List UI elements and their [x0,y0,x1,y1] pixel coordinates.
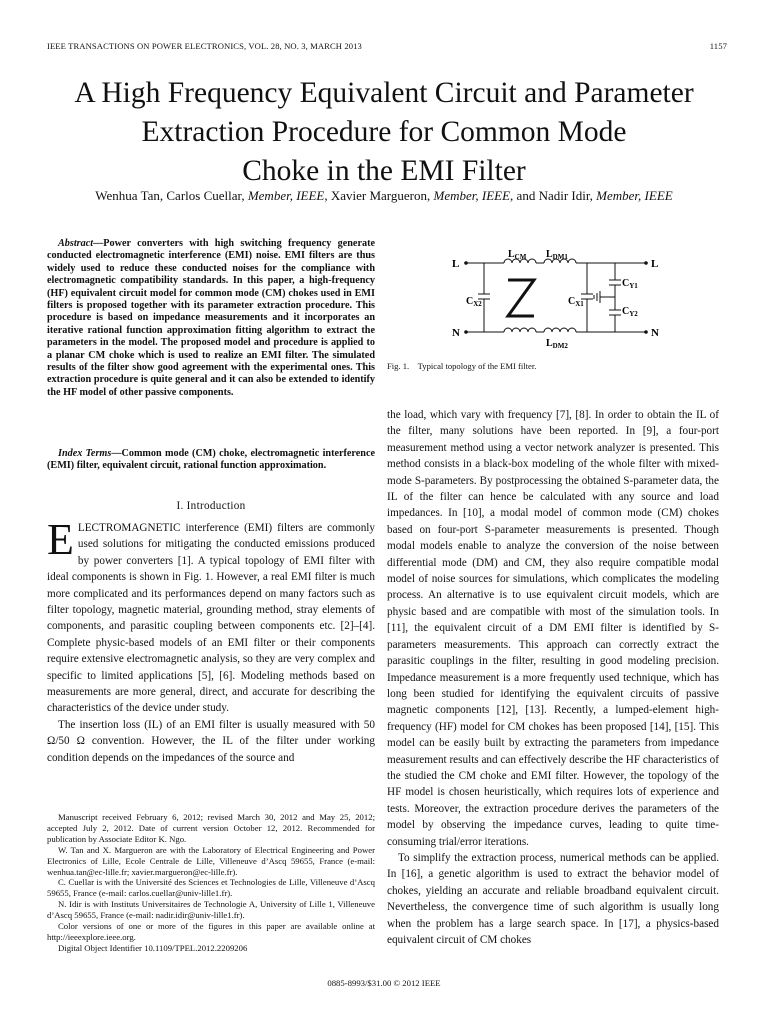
svg-text:CX2 [466,296,482,308]
svg-text:CY2 [622,306,638,318]
abstract [47,238,375,399]
component-subscript: Y1 [629,282,638,290]
svg-text:LDM2 [546,338,568,350]
svg-text:CY1 [622,278,638,290]
component-label: C [568,296,576,307]
dropcap-letter: E [47,515,74,564]
title-line: Choke in the EMI Filter [242,155,526,187]
footnote-affiliation: C. Cuellar is with the Université des Sciences et Technologies de Lille, Villeneuve d’Ascq 59655, France (e-mail: carlos.cuellar@univ-lille1.fr). [47,877,375,899]
coupled-core-mark [508,280,534,316]
right-column-body [387,407,719,948]
copyright-line: 0885-8993/$31.00 © 2012 IEEE [327,978,441,988]
component-subscript: X2 [473,300,482,308]
component-subscript: Y2 [629,310,638,318]
component-subscript: DM1 [552,253,568,261]
component-subscript: DM2 [552,342,568,350]
index-terms [47,448,375,473]
component-label: C [466,296,474,307]
paragraph: the load, which vary with frequency [7], [8]. In order to obtain the IL of the filter, many solutions have been reported. In [9], a four-port measurement method using a vector network analyzer is presented. This method consists in a black-box modeling of the whole filter with mixed-mode S-parameters. By postprocessing the obtained S-parameter data, the IL of the filter can hence be calculated with any source and load impedances. In [10], a modal model of common mode (CM) chokes based on four-port S-parameter measurements is presented. Though modal models enable to analyze the conversion of the noise between differential mode (DM) and CM, they also require compatible modal model of noise sources for simulations, which complicates the modeling process. An alternative is to use equivalent circuit models, which are physic based and are compatible with most of the simulation tools. In [11], the equivalent circuit of a DM EMI filter is identified by S-parameters measurements. This approach can correctly extract the parasitic couplings in the filter, resulting in good modeling precision. Impedance measurement is a more frequently used technique, which has long been studied for identifying the equivalent circuits of passive magnetic components [12], [13]. Recently, a lumped-element high-frequency (HF) model for CM chokes has been proposed [14], [15]. This model can be easily built by extracting the parameters from impedance measurement results and can effectively describe the HF characteristics of the studied the CM choke and EMI filter. However, the topology of the HF model is chosen heuristically, which requires lots of experience and tests. Moreover, the extraction procedure derives the parameters of the model by observing the impedance curves, leading to quite time-consuming trial/error iterations. [387,409,719,848]
figure-caption: Fig. 1. Typical topology of the EMI filter. [387,361,537,371]
lcm-bottom-winding [504,328,536,332]
paragraph: To simplify the extraction process, numerical methods can be applied. In [16], a genetic algorithm is used to extract the behavior model of chokes, yielding an accurate and reliable broadband equivalent circuit. Nevertheless, the convergence time of such algorithm is usually long when the problem has a large search space. In [17], a physics-based equivalent circuit of CM chokes [387,851,719,946]
emi-filter-schematic [452,246,662,350]
circuit-diagram [452,246,662,350]
introduction-body [47,515,375,766]
svg-text:LCM [508,249,527,261]
author-names: Wenhua Tan, Carlos Cuellar, [95,188,248,203]
terminal-label: N [651,327,659,339]
terminal-label: N [452,327,460,339]
paragraph: LECTROMAGNETIC interference (EMI) filters are commonly used solutions for mitigating the conducted emissions produced by power converters [1]. A typical topology of EMI filter with ideal components is shown in Fig. 1. However, a real EMI filter is much more complicated and its performances depend on many factors such as filter topology, magnetic material, grounding method, stray elements of components, and parasitic coupling between components etc. [2]–[4]. Complete physic-based models of an EMI filter or their components require extensive electromagnetic analysis, so they are very complex and specific to limited applications [5], [6]. Modeling methods based on measurements are more general, direct, and accurate for describing the characteristics of the device under study. [47,522,375,715]
title-line: A High Frequency Equivalent Circuit and Parameter [74,77,694,109]
author-membership: Member, IEEE [596,188,673,203]
title-line: Extraction Procedure for Common Mode [141,116,627,148]
ldm2-winding [544,328,576,332]
footnote-manuscript: Manuscript received February 6, 2012; revised March 30, 2012 and May 25, 2012; accepted July 2, 2012. Date of current version October 12, 2012. Recommended for publication by Associate Editor K. Ngo. [47,812,375,844]
component-label: C [622,306,630,317]
author-membership: Member, IEEE [433,188,511,203]
section-heading: I. Introduction [176,500,246,512]
footnote-affiliation: N. Idir is with Instituts Universitaires de Technologie A, University of Lille 1, Villeneuve d’Ascq 59655, France (e-mail: nadir.idir@univ-lille1.fr). [47,899,375,921]
author-membership: Member, IEEE [247,188,325,203]
abstract-text: —Power converters with high switching frequency generate conducted electromagnetic interference (EMI) noise. EMI filters are thus widely used to reduce these conducted noises for the compliance with electromagnetic compatibility standards. In this paper, a high-frequency (HF) equivalent circuit model for common mode (CM) chokes used in EMI filters is proposed together with its parameter extraction procedure. This procedure is based on impedance measurements and it incorporates an iterative rational function approximation fitting algorithm to extract the parameters in the model. The proposed model and procedure is applied to a planar CM choke which is used to realize an EMI filter. The simulated results of the filter show good agreement with the experimental ones. This extraction procedure is quite general and it can also be extended to identify the HF model of other passive components. [47,238,375,398]
index-terms-text: —Common mode (CM) choke, electromagnetic interference (EMI) filter, equivalent circuit, rational function approximation. [47,448,375,472]
index-terms-label: Index Terms [58,448,112,459]
author-names: , and Nadir Idir, [510,188,597,203]
component-label: L [546,338,553,349]
author-names: , Xavier Margueron, [324,188,434,203]
page-number: 1157 [709,41,727,51]
component-subscript: X1 [575,300,584,308]
footnotes [47,812,375,954]
component-subscript: CM [514,253,527,261]
paper-title [20,74,748,191]
svg-text:CX1 [568,296,584,308]
running-header-journal: IEEE TRANSACTIONS ON POWER ELECTRONICS, VOL. 28, NO. 3, MARCH 2013 [47,41,362,51]
footnote-doi: Digital Object Identifier 10.1109/TPEL.2012.2209206 [58,942,248,953]
author-list [20,188,748,204]
component-label: L [546,249,553,260]
paragraph: The insertion loss (IL) of an EMI filter is usually measured with 50 Ω/50 Ω convention. However, the IL of the filter under working condition depends on the impedances of the source and [47,718,375,764]
abstract-label: Abstract [58,238,94,249]
svg-text:LDM1 [546,249,568,261]
component-label: L [508,249,515,260]
terminal-label: L [651,258,659,270]
terminal-label: L [452,258,460,270]
footnote-color-note: Color versions of one or more of the figures in this paper are available online at http://ieeexplore.ieee.org. [47,921,375,942]
footnote-affiliation: W. Tan and X. Margueron are with the Laboratory of Electrical Engineering and Power Electronics of Lille, Ecole Centrale de Lille, Villeneuve d’Ascq 59655, France (e-mail: wenhua.tan@ec-lille.fr; xavier.margueron@ec-lille.fr). [47,844,375,877]
component-label: C [622,278,630,289]
